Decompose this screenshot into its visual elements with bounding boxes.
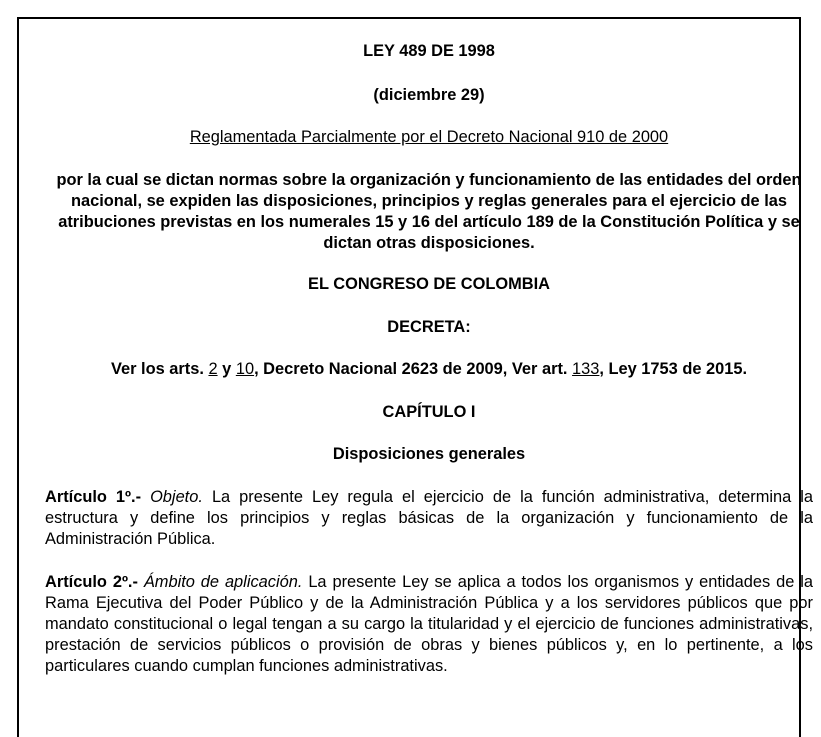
see-also-line: [45, 359, 813, 380]
see-also-decree: , Decreto Nacional 2623 de 2009, Ver art.: [254, 360, 568, 378]
article-2-label: Artículo 2º.-: [45, 573, 138, 591]
see-also-prefix: Ver los arts.: [110, 360, 204, 378]
article-1-text: La presente Ley regula el ejercicio de la función administrativa, determina la estructura y define los principios y reglas básicas de la organización y funcionamiento de la Administración Pública.: [45, 488, 814, 548]
chapter-title: Disposiciones generales: [332, 445, 526, 463]
decreta-heading: DECRETA:: [387, 318, 471, 336]
article-2-text: La presente Ley se aplica a todos los organismos y entidades de la Rama Ejecutiva del Poder Público y de la Administración Pública y a los servidores públicos que por mandato constitucional o legal tengan a su cargo la titularidad y el ejercicio de funciones administrativas, prestación de servicios públicos o provisión de obras y bienes públicos y, en lo pertinente, a los particulares cuando cumplan funciones administrativas.: [45, 573, 813, 675]
article-1: [45, 487, 813, 550]
article-1-heading: Objeto.: [150, 488, 203, 506]
chapter-heading: CAPÍTULO I: [382, 403, 476, 421]
law-title: LEY 489 DE 1998: [363, 42, 495, 60]
article-link-2[interactable]: 2: [208, 360, 218, 378]
document-frame: [17, 17, 814, 737]
law-date: (diciembre 29): [373, 86, 485, 104]
regulation-note[interactable]: [45, 127, 813, 148]
see-also-and: y: [222, 360, 232, 378]
congress-heading: EL CONGRESO DE COLOMBIA: [308, 275, 550, 293]
regulation-note-link[interactable]: Reglamentada Parcialmente por el Decreto Nacional 910 de 2000: [189, 128, 669, 146]
article-2: [45, 572, 813, 677]
article-link-133[interactable]: 133: [572, 360, 600, 378]
law-intro: por la cual se dictan normas sobre la organización y funcionamiento de las entidades del orden nacional, se expiden las disposiciones, principios y reglas generales para el ejercicio de las atribuciones previstas en los numerales 15 y 16 del artículo 189 de la Constitución Política y se dictan otras disposiciones.: [56, 171, 802, 252]
article-link-10[interactable]: 10: [235, 360, 255, 378]
article-2-heading: Ámbito de aplicación.: [143, 573, 303, 591]
article-1-label: Artículo 1º.-: [45, 488, 142, 506]
see-also-law: , Ley 1753 de 2015.: [599, 360, 748, 378]
